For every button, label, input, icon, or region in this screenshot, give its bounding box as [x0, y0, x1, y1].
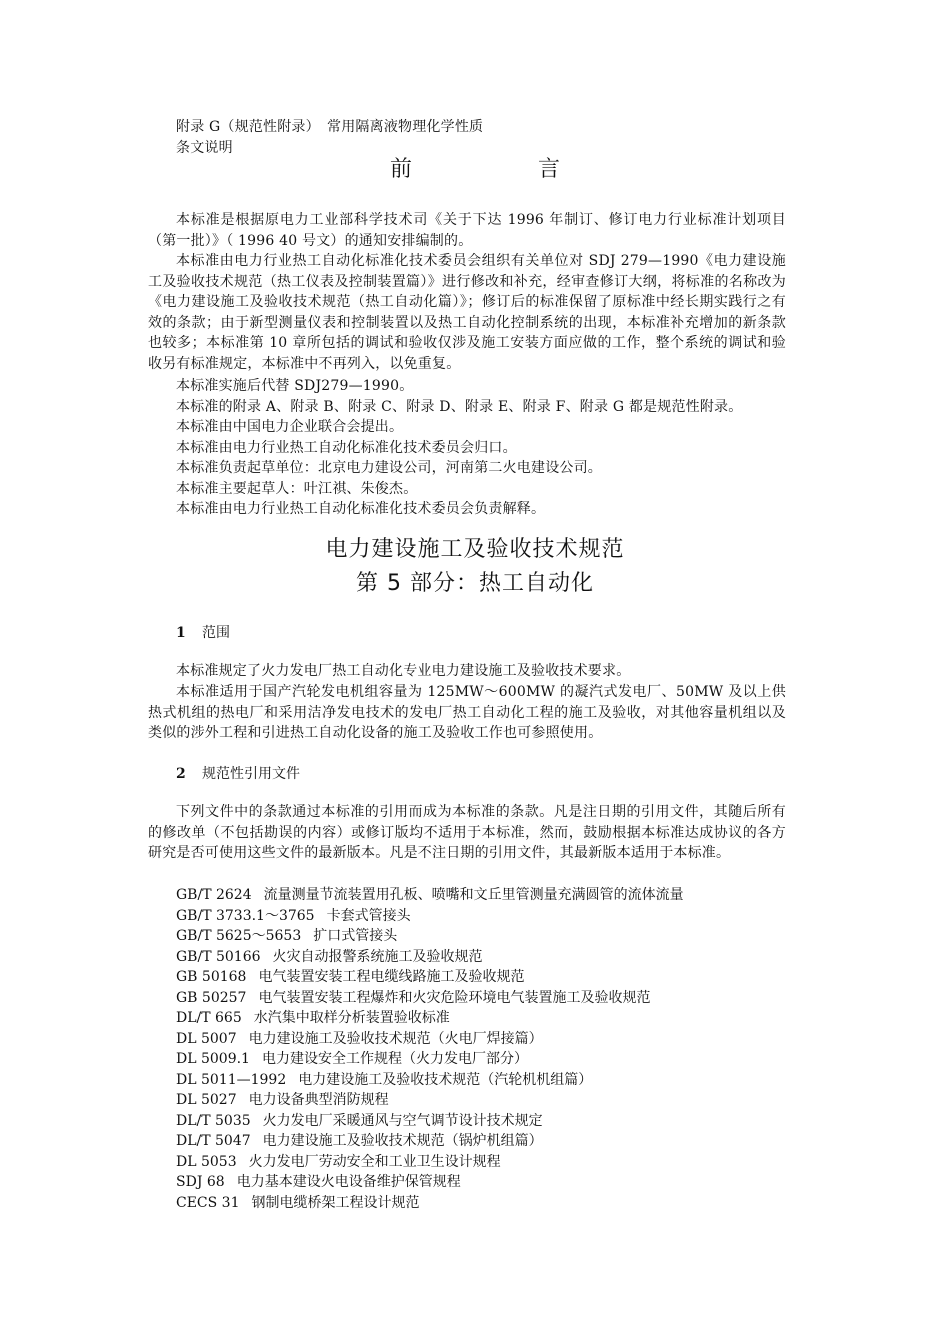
- reference-title: 电气装置安装工程电缆线路施工及验收规范: [258, 969, 525, 985]
- reference-item: [176, 1172, 461, 1192]
- reference-code: DL/T 5035: [176, 1113, 251, 1129]
- section-2-heading: [176, 764, 300, 784]
- reference-code: DL 5009.1: [176, 1051, 250, 1067]
- foreword-paragraph-3: 本标准实施后代替 SDJ279—1990。: [176, 378, 414, 394]
- reference-title: 扩口式管接头: [313, 928, 398, 944]
- reference-title: 电气装置安装工程爆炸和火灾危险环境电气装置施工及验收规范: [258, 990, 651, 1006]
- section-2-title: 规范性引用文件: [202, 766, 300, 782]
- reference-title: 流量测量节流装置用孔板、喷嘴和文丘里管测量充满圆管的流体流量: [263, 887, 684, 903]
- reference-item: [176, 1090, 389, 1110]
- foreword-paragraph-6: 本标准由电力行业热工自动化标准化技术委员会归口。: [176, 440, 517, 456]
- reference-item: [176, 885, 684, 905]
- reference-code: GB/T 50166: [176, 949, 261, 965]
- document-subtitle: 第 5 部分：热工自动化: [356, 571, 594, 596]
- reference-title: 电力设备典型消防规程: [248, 1092, 389, 1108]
- foreword-paragraph-1: 本标准是根据原电力工业部科学技术司《关于下达 1996 年制订、修订电力行业标准计划项目（第一批）》（ 1996 40 号文）的通知安排编制的。: [148, 212, 786, 249]
- reference-title: 电力建设施工及验收技术规范（锅炉机组篇）: [262, 1133, 543, 1149]
- reference-title: 电力建设施工及验收技术规范（汽轮机机组篇）: [298, 1072, 593, 1088]
- reference-code: DL/T 665: [176, 1010, 242, 1026]
- reference-item: [176, 1070, 592, 1090]
- section-1-heading: [176, 623, 230, 643]
- reference-code: DL 5011—1992: [176, 1072, 287, 1088]
- reference-item: [176, 1131, 543, 1151]
- section-2-number: 2: [176, 766, 186, 782]
- foreword-paragraph-4: 本标准的附录 A、附录 B、附录 C、附录 D、附录 E、附录 F、附录 G 都是规范性附录。: [176, 399, 743, 415]
- reference-code: SDJ 68: [176, 1174, 225, 1190]
- reference-code: DL 5007: [176, 1031, 237, 1047]
- reference-item: [176, 988, 650, 1008]
- reference-title: 电力建设施工及验收技术规范（火电厂焊接篇）: [248, 1031, 543, 1047]
- section-1-number: 1: [176, 625, 186, 641]
- foreword-paragraph-2: 本标准由电力行业热工自动化标准化技术委员会组织有关单位对 SDJ 279—1990《电力建设施工及验收技术规范（热工仪表及控制装置篇）》进行修改和补充，经审查修订大纲，将标准的名称改为《电力建设施工及验收技术规范（热工自动化篇）》；修订后的标准保留了原标准中经长期实践行之有效的条款；由于新型测量仪表和控制装置以及热工自动化控制系统的出现，本标准补充增加的新条款也较多；本标准第 10 章所包括的调试和验收仅涉及施工安装方面应做的工作，整个系统的调试和验收另有标准规定，本标准中不再列入，以免重复。: [148, 253, 786, 372]
- reference-code: GB 50168: [176, 969, 247, 985]
- section-1-paragraph-1: 本标准规定了火力发电厂热工自动化专业电力建设施工及验收技术要求。: [176, 663, 631, 679]
- reference-item: [176, 1193, 420, 1213]
- foreword-paragraph-9: 本标准由电力行业热工自动化标准化技术委员会负责解释。: [176, 501, 546, 517]
- section-2-paragraph-1: 下列文件中的条款通过本标准的引用而成为本标准的条款。凡是注日期的引用文件，其随后所有的修改单（不包括勘误的内容）或修订版均不适用于本标准，然而，鼓励根据本标准达成协议的各方研究是否可使用这些文件的最新版本。凡是不注日期的引用文件，其最新版本适用于本标准。: [148, 804, 786, 861]
- reference-title: 火灾自动报警系统施工及验收规范: [272, 949, 483, 965]
- reference-item: [176, 1111, 543, 1131]
- document-title: 电力建设施工及验收技术规范: [325, 537, 625, 562]
- reference-item: [176, 906, 411, 926]
- toc-explanation: 条文说明: [176, 140, 233, 156]
- reference-code: DL 5027: [176, 1092, 237, 1108]
- reference-code: CECS 31: [176, 1195, 240, 1211]
- section-1-paragraph-2: 本标准适用于国产汽轮发电机组容量为 125MW～600MW 的凝汽式发电厂、50MW 及以上供热式机组的热电厂和采用洁净发电技术的发电厂热工自动化工程的施工及验收，对其他容量机组以及类似的涉外工程和引进热工自动化设备的施工及验收工作也可参照使用。: [148, 684, 786, 741]
- reference-title: 卡套式管接头: [326, 908, 411, 924]
- reference-title: 水汽集中取样分析装置验收标准: [253, 1010, 450, 1026]
- foreword-paragraph-5: 本标准由中国电力企业联合会提出。: [176, 419, 404, 435]
- reference-item: [176, 967, 524, 987]
- foreword-title: 前 言: [389, 157, 612, 182]
- reference-item: [176, 1049, 528, 1069]
- reference-code: GB/T 5625～5653: [176, 928, 302, 944]
- foreword-paragraph-7: 本标准负责起草单位：北京电力建设公司，河南第二火电建设公司。: [176, 460, 602, 476]
- toc-appendix-g: 附录 G（规范性附录） 常用隔离液物理化学性质: [176, 119, 484, 135]
- reference-code: GB/T 2624: [176, 887, 252, 903]
- reference-title: 钢制电缆桥架工程设计规范: [251, 1195, 420, 1211]
- reference-title: 电力基本建设火电设备维护保管规程: [236, 1174, 461, 1190]
- reference-code: DL 5053: [176, 1154, 237, 1170]
- reference-code: GB 50257: [176, 990, 247, 1006]
- reference-title: 火力发电厂采暖通风与空气调节设计技术规定: [262, 1113, 543, 1129]
- reference-code: GB/T 3733.1～3765: [176, 908, 315, 924]
- reference-title: 火力发电厂劳动安全和工业卫生设计规程: [248, 1154, 501, 1170]
- reference-item: [176, 926, 397, 946]
- reference-item: [176, 947, 483, 967]
- reference-item: [176, 1029, 543, 1049]
- foreword-paragraph-8: 本标准主要起草人：叶江祺、朱俊杰。: [176, 481, 418, 497]
- reference-item: [176, 1008, 450, 1028]
- reference-code: DL/T 5047: [176, 1133, 251, 1149]
- reference-item: [176, 1152, 501, 1172]
- reference-title: 电力建设安全工作规程（火力发电厂部分）: [261, 1051, 528, 1067]
- section-1-title: 范围: [202, 625, 230, 641]
